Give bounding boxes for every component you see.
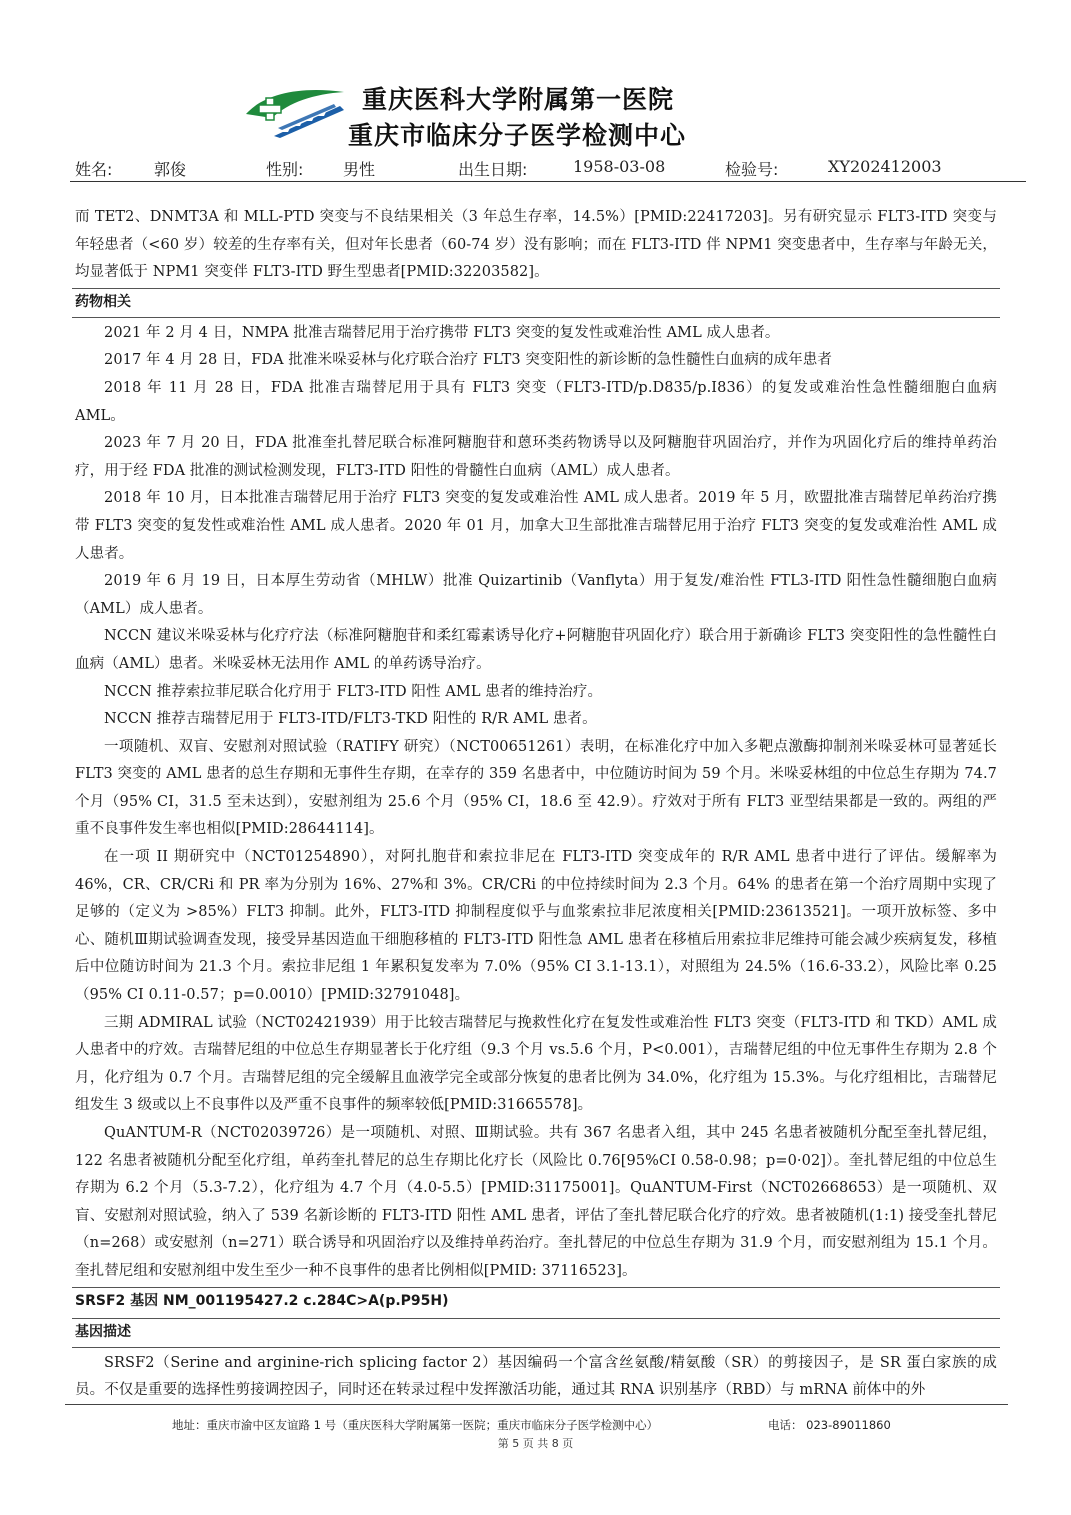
gene-description-paragraph: SRSF2（Serine and arginine-rich splicing factor 2）基因编码一个富含丝氨酸/精氨酸（SR）的剪接因子，是 SR 蛋白家族的成员。不仅是重要的选择性剪接调控因子，同时还在转录过程中发挥激活功能，通过其 RNA 识别基序（RBD）与 mRNA 前体中的外 xyxy=(75,1354,997,1399)
drug-paragraph: NCCN 建议米哚妥林与化疗疗法（标准阿糖胞苷和柔红霉素诱导化疗+阿糖胞苷巩固化疗）联合用于新确诊 FLT3 突变阳性的急性髓性白血病（AML）患者。米哚妥林无法用作 AML 的单药诱导治疗。 xyxy=(75,628,997,672)
drug-paragraph: 2021 年 2 月 4 日，NMPA 批准吉瑞替尼用于治疗携带 FLT3 突变的复发性或难治性 AML 成人患者。 xyxy=(104,324,780,341)
name-label: 姓名: xyxy=(75,160,113,179)
name-value: 郭俊 xyxy=(154,160,187,179)
drug-paragraph: 一项随机、双盲、安慰剂对照试验（RATIFY 研究）（NCT00651261）表明，在标准化疗中加入多靶点激酶抑制剂米哚妥林可显著延长 FLT3 突变的 AML 患者的总生存期和无事件生存期，在幸存的 359 名患者中，中位随访时间为 59 个月。米哚妥林组的中位总生存期为 74.7 个月（95% CI，31.5 至未达到），安慰剂组为 25.6 个月（95% CI，18.6 至 42.9）。疗效对于所有 FLT3 亚型结果都是一致的。两组的严重不良事件发生率也相似[PMID:28644114]。 xyxy=(75,738,997,838)
drug-paragraph: 在一项 II 期研究中（NCT01254890），对阿扎胞苷和索拉非尼在 FLT3-ITD 突变成年的 R/R AML 患者中进行了评估。缓解率为 46%，CR、CR/CRi 和 PR 率为分别为 16%、27%和 3%。CR/CRi 的中位持续时间为 2.3 个月。64% 的患者在第一个治疗周期中实现了足够的（定义为 >85%）FLT3 抑制。此外，FLT3-ITD 抑制程度似乎与血浆索拉非尼浓度相关[PMID:23613521]。一项开放标签、多中心、随机Ⅲ期试验调查发现，接受异基因造血干细胞移植的 FLT3-ITD 阳性急 AML 患者在移植后用索拉非尼维持可能会减少疾病复发，移植后中位随访时间为 21.3 个月。索拉非尼组 1 年累积复发率为 7.0%（95% CI 3.1-13.1），对照组为 24.5%（16.6-33.2），风险比率 0.25（95% CI 0.11-0.57；p=0.0010）[PMID:32791048]。 xyxy=(75,849,997,1004)
id-label: 检验号: xyxy=(725,160,779,179)
report-header xyxy=(0,0,1071,190)
hospital-name: 重庆医科大学附属第一医院 xyxy=(362,85,675,114)
drug-paragraph: 2017 年 4 月 28 日，FDA 批准米哚妥林与化疗联合治疗 FLT3 突变阳性的新诊断的急性髓性白血病的成年患者 xyxy=(104,352,833,369)
dob-label: 出生日期: xyxy=(458,160,528,179)
gene-heading: SRSF2 基因 NM_001195427.2 c.284C>A(p.P95H) xyxy=(72,1287,1000,1316)
drug-paragraph: 2019 年 6 月 19 日，日本厚生劳动省（MHLW）批准 Quizartinib（Vanflyta）用于复发/难治性 FTL3-ITD 阳性急性髓细胞白血病（AML）成人患者。 xyxy=(75,573,997,617)
header-divider xyxy=(70,181,1026,182)
drug-paragraph: 2018 年 10 月，日本批准吉瑞替尼用于治疗 FLT3 突变的复发或难治性 AML 成人患者。2019 年 5 月，欧盟批准吉瑞替尼单药治疗携带 FLT3 突变的复发性或难治性 AML 成人患者。2020 年 01 月，加拿大卫生部批准吉瑞替尼用于治疗 FLT3 突变的复发或难治性 AML 成人患者。 xyxy=(75,490,997,562)
footer-phone: 电话： 023-89011860 xyxy=(768,1418,891,1432)
sex-value: 男性 xyxy=(343,160,376,179)
footer-divider xyxy=(65,1404,1008,1405)
sex-label: 性别: xyxy=(266,160,304,179)
dob-value: 1958-03-08 xyxy=(573,157,666,176)
drug-paragraph: 2018 年 11 月 28 日，FDA 批准吉瑞替尼用于具有 FLT3 突变（FLT3-ITD/p.D835/p.I836）的复发或难治性急性髓细胞白血病 AML。 xyxy=(75,379,997,424)
drug-paragraph: NCCN 推荐吉瑞替尼用于 FLT3-ITD/FLT3-TKD 阳性的 R/R AML 患者。 xyxy=(104,711,597,728)
footer-address: 地址：重庆市渝中区友谊路 1 号（重庆医科大学附属第一医院；重庆市临床分子医学检测中心） xyxy=(172,1418,659,1432)
drug-paragraph: NCCN 推荐索拉菲尼联合化疗用于 FLT3-ITD 阳性 AML 患者的维持治疗。 xyxy=(104,683,603,700)
report-body xyxy=(75,204,997,1405)
drug-paragraph: QuANTUM-R（NCT02039726）是一项随机、对照、Ⅲ期试验。共有 367 名患者入组，其中 245 名患者被随机分配至奎扎替尼组，122 名患者被随机分配至化疗组，单药奎扎替尼的总生存期比化疗长（风险比 0.76[95%CI 0.58-0.98；p=0·02]）。奎扎替尼组的中位总生存期为 6.2 个月（5.3-7.2），化疗组为 4.7 个月（4.0-5.5）[PMID:31175001]。QuANTUM-First（NCT02668653）是一项随机、双盲、安慰剂对照试验，纳入了 539 名新诊断的 FLT3-ITD 阳性 AML 患者，评估了奎扎替尼联合化疗的疗效。患者被随机(1:1) 接受奎扎替尼（n=268）或安慰剂（n=271）联合诱导和巩固治疗以及维持单药治疗。奎扎替尼的中位总生存期为 31.9 个月，而安慰剂组为 15.1 个月。奎扎替尼组和安慰剂组中发生至少一种不良事件的患者比例相似[PMID: 37116523]。 xyxy=(75,1125,997,1279)
patient-info-row xyxy=(0,157,1071,181)
intro-paragraph: 而 TET2、DNMT3A 和 MLL-PTD 突变与不良结果相关（3 年总生存率，14.5%）[PMID:22417203]。另有研究显示 FLT3-ITD 突变与年轻患者（<60 岁）较差的生存率有关，但对年长患者（60-74 岁）没有影响；而在 FLT3-ITD 伴 NPM1 突变患者中，生存率与年龄无关，均显著低于 NPM1 突变伴 FLT3-ITD 野生型患者[PMID:32203582]。 xyxy=(75,209,997,281)
drug-paragraph: 三期 ADMIRAL 试验（NCT02421939）用于比较吉瑞替尼与挽救性化疗在复发性或难治性 FLT3 突变（FLT3-ITD 和 TKD）AML 成人患者中的疗效。吉瑞替尼组的中位总生存期显著长于化疗组（9.3 个月 vs.5.6 个月，P<0.001），吉瑞替尼组的中位无事件生存期为 2.8 个月，化疗组为 0.7 个月。吉瑞替尼组的完全缓解且血液学完全或部分恢复的患者比例为 34.0%，化疗组为 15.3%。与化疗组相比，吉瑞替尼组发生 3 级或以上不良事件以及严重不良事件的频率较低[PMID:31665578]。 xyxy=(75,1014,997,1114)
id-value: XY202412003 xyxy=(828,157,942,176)
drug-paragraph: 2023 年 7 月 20 日，FDA 批准奎扎替尼联合标准阿糖胞苷和蒽环类药物诱导以及阿糖胞苷巩固治疗，并作为巩固化疗后的维持单药治疗，用于经 FDA 批准的测试检测发现，FLT3-ITD 阳性的骨髓性白血病（AML）成人患者。 xyxy=(75,435,997,479)
section-heading-gene-description: 基因描述 xyxy=(72,1318,1000,1348)
section-heading-drug: 药物相关 xyxy=(72,288,1000,318)
center-name: 重庆市临床分子医学检测中心 xyxy=(348,121,687,150)
hospital-logo-icon xyxy=(244,84,348,140)
page-number: 第 5 页 共 8 页 xyxy=(497,1437,574,1450)
